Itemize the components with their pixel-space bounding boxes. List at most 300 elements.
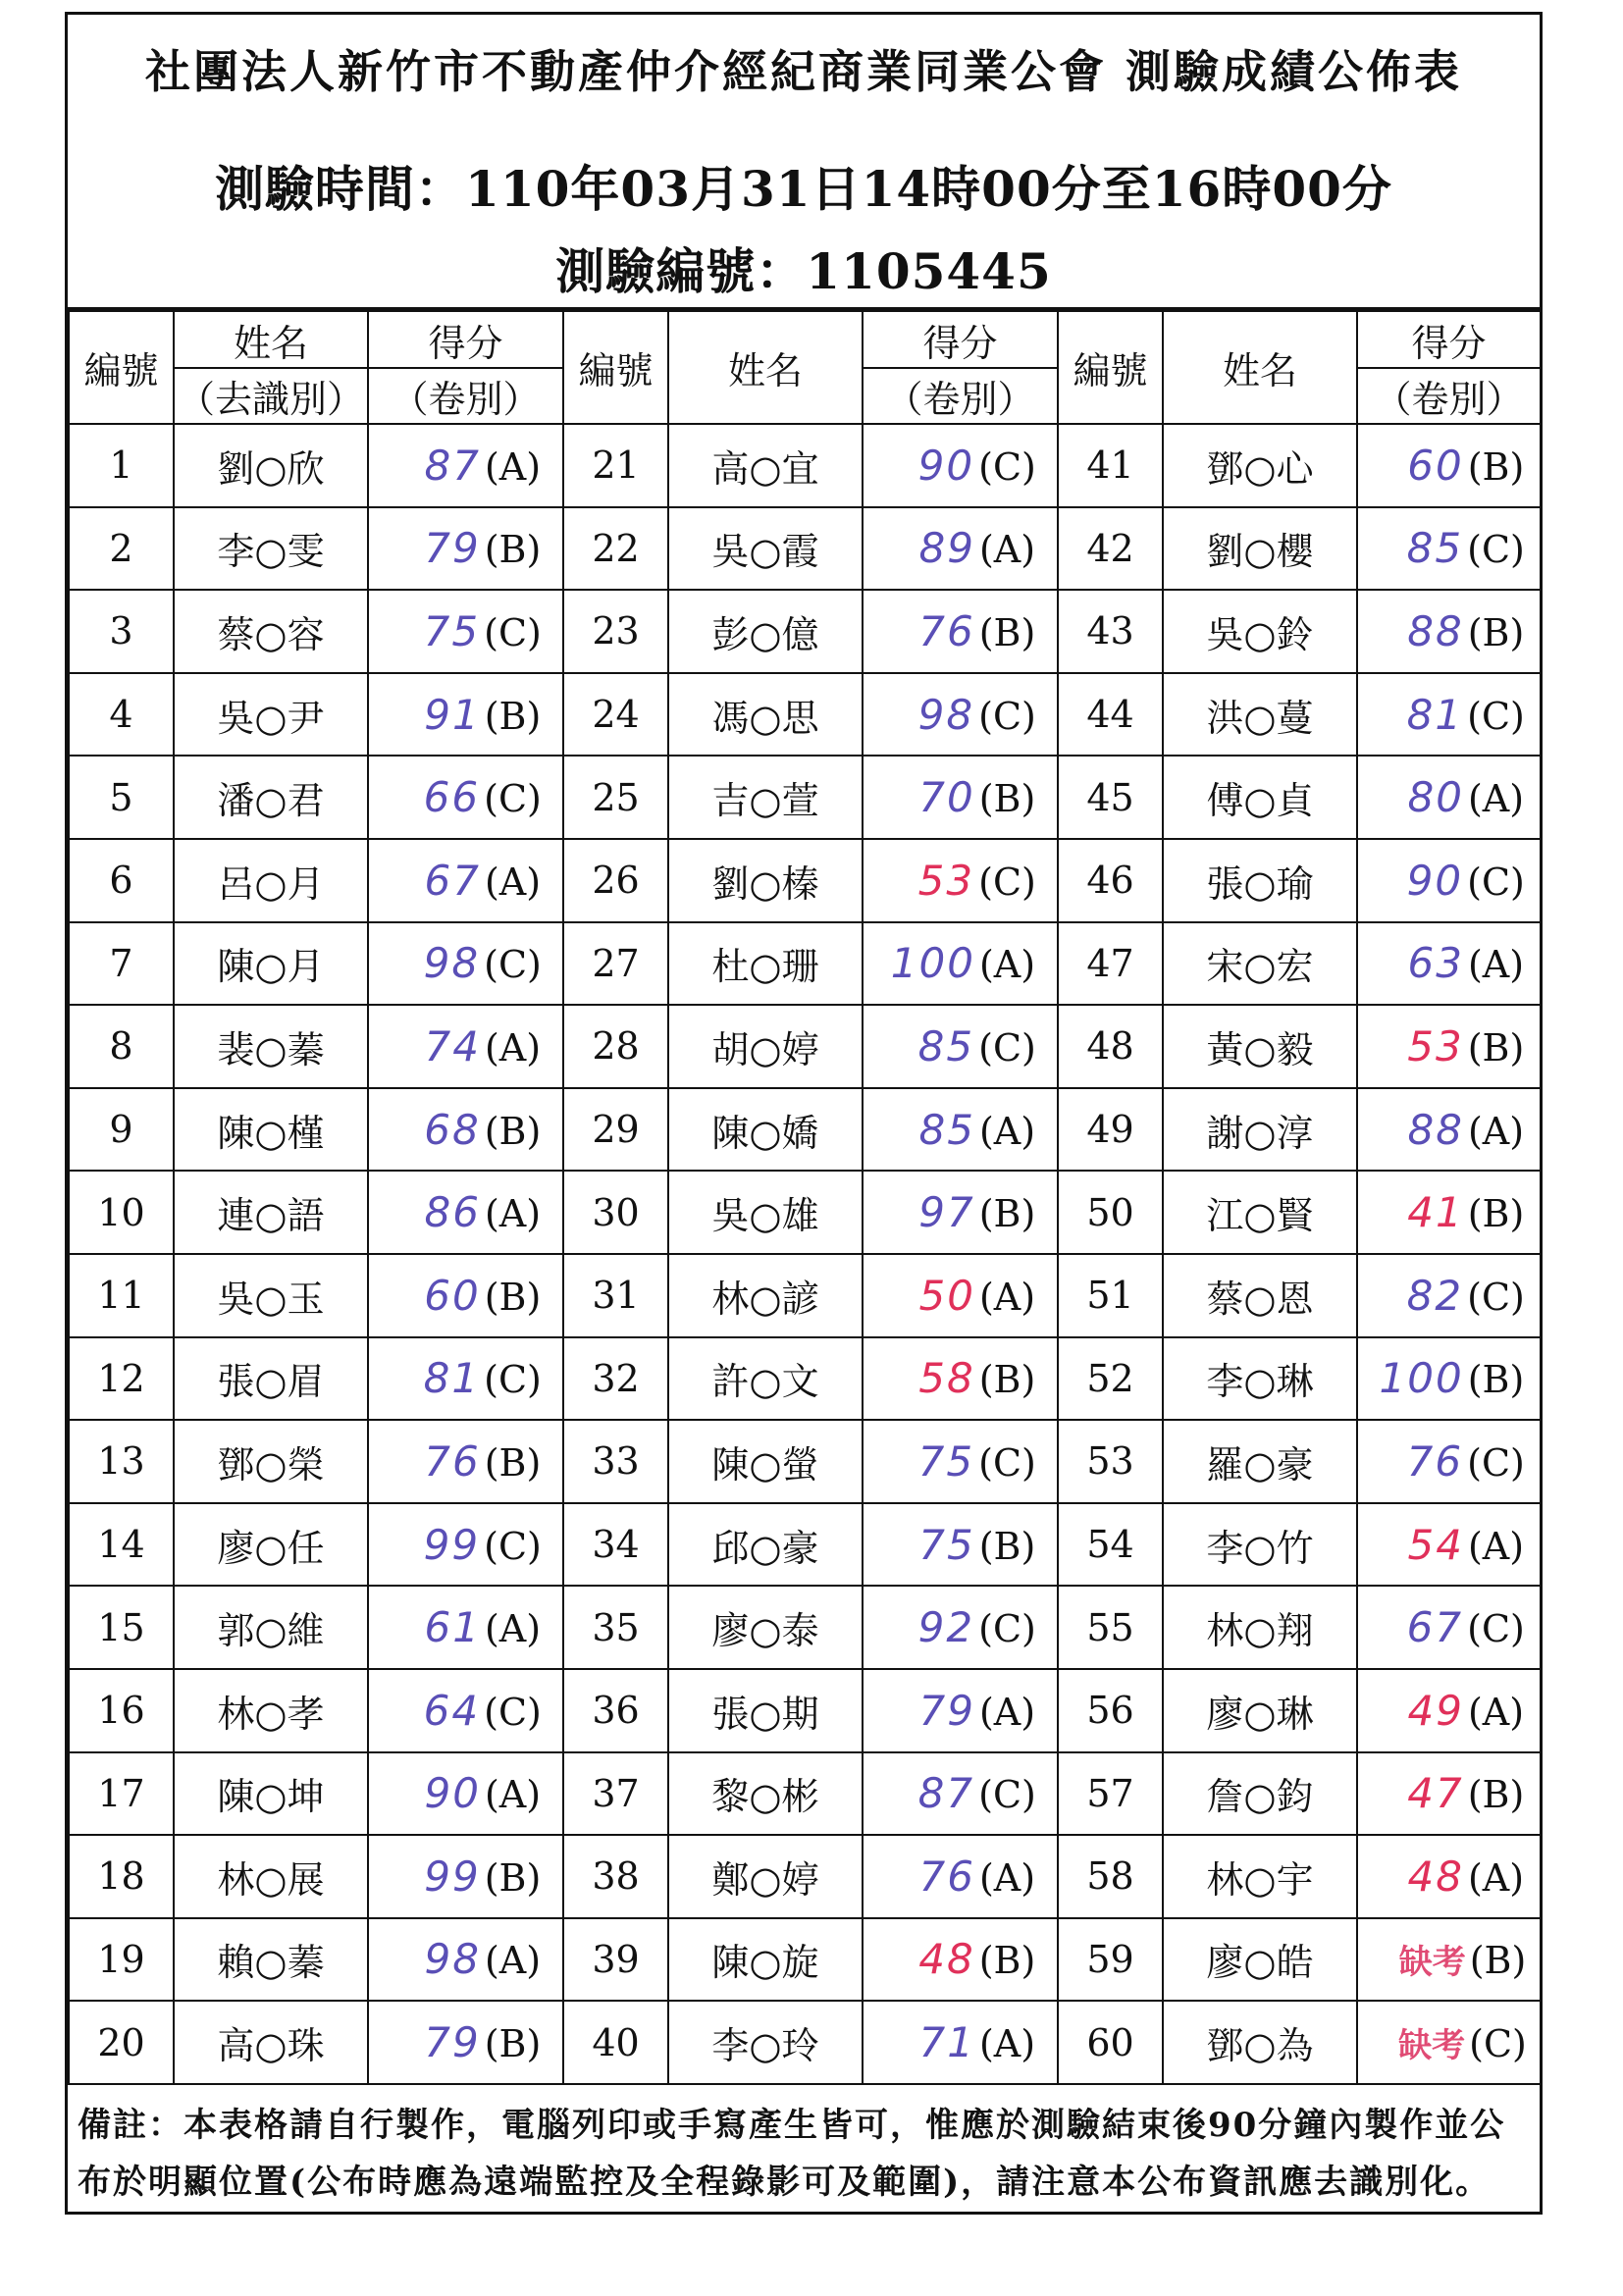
entry-score-cell xyxy=(863,1918,1058,2002)
entry-score: 76 xyxy=(918,1852,975,1901)
entry-version: (A) xyxy=(484,860,542,904)
entry-score: 76 xyxy=(1406,1436,1464,1486)
col-name: 姓名 xyxy=(174,311,368,368)
table-row xyxy=(69,839,1541,922)
entry-score: 90 xyxy=(1406,856,1464,905)
entry-number: 59 xyxy=(1058,1918,1163,2002)
col-score-sub: （卷別） xyxy=(368,368,563,424)
entry-score: 60 xyxy=(424,1271,481,1320)
entry-score-cell xyxy=(1357,1088,1541,1172)
entry-score: 79 xyxy=(918,1686,975,1735)
entry-score-cell xyxy=(368,756,563,839)
entry-version: (C) xyxy=(1467,694,1525,738)
table-row xyxy=(69,1171,1541,1254)
entry-name: 彭○億 xyxy=(668,590,863,673)
entry-score: 48 xyxy=(918,1935,975,1984)
entry-version: (B) xyxy=(484,1275,542,1319)
entry-name: 張○眉 xyxy=(174,1337,368,1421)
entry-number: 54 xyxy=(1058,1503,1163,1587)
entry-score-cell xyxy=(863,424,1058,507)
entry-number: 36 xyxy=(563,1669,668,1752)
entry-number: 4 xyxy=(69,673,174,757)
entry-score: 79 xyxy=(424,524,481,573)
entry-score: 76 xyxy=(424,1436,481,1486)
entry-score-cell xyxy=(368,1835,563,1918)
entry-score-cell xyxy=(863,590,1058,673)
entry-version: (A) xyxy=(1467,1855,1525,1900)
entry-number: 15 xyxy=(69,1586,174,1669)
entry-number: 38 xyxy=(563,1835,668,1918)
entry-number: 45 xyxy=(1058,756,1163,839)
entry-name: 李○琳 xyxy=(1163,1337,1357,1421)
entry-number: 51 xyxy=(1058,1254,1163,1337)
entry-number: 46 xyxy=(1058,839,1163,922)
entry-name: 吳○霞 xyxy=(668,507,863,591)
entry-score-cell xyxy=(863,2001,1058,2084)
entry-score: 87 xyxy=(917,1769,975,1818)
entry-name: 宋○宏 xyxy=(1163,922,1357,1006)
entry-version: (B) xyxy=(1467,444,1525,489)
entry-score-cell xyxy=(1357,1669,1541,1752)
entry-version: (B) xyxy=(484,2022,542,2066)
entry-number: 49 xyxy=(1058,1088,1163,1172)
entry-version: (A) xyxy=(484,1192,542,1236)
entry-number: 27 xyxy=(563,922,668,1006)
entry-number: 55 xyxy=(1058,1586,1163,1669)
entry-number: 34 xyxy=(563,1503,668,1587)
entry-version: (C) xyxy=(978,694,1036,738)
entry-score-cell xyxy=(1357,1254,1541,1337)
entry-score: 90 xyxy=(424,1769,481,1818)
col-score: 得分 xyxy=(863,311,1058,368)
entry-score: 缺考 xyxy=(1398,1943,1466,1983)
entry-version: (A) xyxy=(1467,943,1525,987)
entry-number: 12 xyxy=(69,1337,174,1421)
entry-score-cell xyxy=(1357,1337,1541,1421)
entry-number: 20 xyxy=(69,2001,174,2084)
entry-number: 2 xyxy=(69,507,174,591)
entry-name: 張○期 xyxy=(668,1669,863,1752)
entry-version: (B) xyxy=(484,528,542,572)
entry-score: 88 xyxy=(1407,1105,1464,1154)
entry-name: 吳○雄 xyxy=(668,1171,863,1254)
entry-name: 呂○月 xyxy=(174,839,368,922)
table-row xyxy=(69,756,1541,839)
exam-time: 測驗時間：110年03月31日14時00分至16時00分 xyxy=(215,160,1392,218)
entry-version: (B) xyxy=(1467,610,1525,654)
entry-score: 60 xyxy=(1407,441,1464,490)
entry-score: 63 xyxy=(1407,939,1464,988)
entry-score-cell xyxy=(863,1669,1058,1752)
entry-name: 李○雯 xyxy=(174,507,368,591)
entry-number: 37 xyxy=(563,1752,668,1836)
entry-score: 100 xyxy=(890,939,975,988)
entry-number: 6 xyxy=(69,839,174,922)
entry-number: 43 xyxy=(1058,590,1163,673)
entry-score-cell xyxy=(1357,1005,1541,1088)
entry-name: 林○諺 xyxy=(668,1254,863,1337)
entry-name: 陳○月 xyxy=(174,922,368,1006)
entry-score-cell xyxy=(863,839,1058,922)
entry-number: 26 xyxy=(563,839,668,922)
exam-code: 測驗編號：1105445 xyxy=(555,242,1052,300)
entry-number: 39 xyxy=(563,1918,668,2002)
score-sheet xyxy=(65,12,1543,2215)
entry-name: 李○玲 xyxy=(668,2001,863,2084)
entry-score-cell xyxy=(368,424,563,507)
entry-score-cell xyxy=(863,1171,1058,1254)
entry-name: 鄭○婷 xyxy=(668,1835,863,1918)
entry-version: (C) xyxy=(978,1773,1036,1817)
entry-score: 41 xyxy=(1407,1188,1464,1237)
entry-name: 廖○泰 xyxy=(668,1586,863,1669)
table-row xyxy=(69,1254,1541,1337)
entry-score: 75 xyxy=(918,1520,975,1569)
entry-score: 61 xyxy=(424,1603,481,1652)
entry-score-cell xyxy=(1357,2001,1541,2084)
entry-score: 68 xyxy=(424,1105,481,1154)
entry-score: 98 xyxy=(424,1935,481,1984)
entry-version: (B) xyxy=(484,694,542,738)
entry-version: (A) xyxy=(484,444,542,489)
entry-version: (A) xyxy=(1467,777,1525,821)
entry-name: 謝○淳 xyxy=(1163,1088,1357,1172)
entry-version: (B) xyxy=(1467,1192,1525,1236)
table-row xyxy=(69,1835,1541,1918)
table-row xyxy=(69,590,1541,673)
entry-score-cell xyxy=(368,1752,563,1836)
entry-version: (C) xyxy=(978,1607,1036,1651)
entry-number: 30 xyxy=(563,1171,668,1254)
entry-version: (A) xyxy=(1467,1524,1525,1568)
entry-version: (C) xyxy=(484,1524,542,1568)
entry-version: (B) xyxy=(1467,1773,1525,1817)
entry-number: 1 xyxy=(69,424,174,507)
entry-score-cell xyxy=(1357,1835,1541,1918)
col-name: 姓名 xyxy=(1163,311,1357,424)
entry-number: 47 xyxy=(1058,922,1163,1006)
entry-score-cell xyxy=(863,1420,1058,1503)
entry-version: (B) xyxy=(978,1358,1036,1402)
table-row xyxy=(69,1420,1541,1503)
entry-number: 53 xyxy=(1058,1420,1163,1503)
entry-score-cell xyxy=(863,673,1058,757)
entry-name: 鄧○為 xyxy=(1163,2001,1357,2084)
entry-name: 吳○尹 xyxy=(174,673,368,757)
entry-version: (C) xyxy=(1469,2022,1527,2066)
entry-score: 64 xyxy=(423,1686,481,1735)
entry-name: 黎○彬 xyxy=(668,1752,863,1836)
entry-score-cell xyxy=(863,507,1058,591)
entry-version: (A) xyxy=(978,1109,1036,1153)
entry-score-cell xyxy=(863,1503,1058,1587)
entry-name: 吳○鈴 xyxy=(1163,590,1357,673)
entry-name: 羅○豪 xyxy=(1163,1420,1357,1503)
entry-number: 3 xyxy=(69,590,174,673)
entry-number: 29 xyxy=(563,1088,668,1172)
entry-score: 90 xyxy=(917,441,975,490)
entry-score-cell xyxy=(1357,1420,1541,1503)
entry-name: 陳○坤 xyxy=(174,1752,368,1836)
entry-number: 21 xyxy=(563,424,668,507)
entry-score: 67 xyxy=(1406,1603,1464,1652)
entry-score: 49 xyxy=(1407,1686,1464,1735)
entry-number: 7 xyxy=(69,922,174,1006)
col-score: 得分 xyxy=(1357,311,1541,368)
entry-name: 陳○螢 xyxy=(668,1420,863,1503)
entry-score-cell xyxy=(368,1005,563,1088)
entry-number: 33 xyxy=(563,1420,668,1503)
entry-score: 89 xyxy=(918,524,975,573)
table-row xyxy=(69,1918,1541,2002)
entry-score: 81 xyxy=(423,1354,481,1403)
entry-name: 賴○蓁 xyxy=(174,1918,368,2002)
entry-version: (B) xyxy=(978,777,1036,821)
entry-version: (A) xyxy=(978,1690,1036,1734)
entry-version: (A) xyxy=(484,1607,542,1651)
col-no: 編號 xyxy=(1058,311,1163,424)
col-score-sub: （卷別） xyxy=(1357,368,1541,424)
entry-name: 江○賢 xyxy=(1163,1171,1357,1254)
entry-number: 5 xyxy=(69,756,174,839)
entry-score: 87 xyxy=(424,441,481,490)
entry-score-cell xyxy=(368,1503,563,1587)
table-row xyxy=(69,1337,1541,1421)
table-row xyxy=(69,1669,1541,1752)
entry-score-cell xyxy=(1357,673,1541,757)
entry-name: 洪○蔓 xyxy=(1163,673,1357,757)
entry-score-cell xyxy=(368,673,563,757)
entry-score-cell xyxy=(863,922,1058,1006)
entry-name: 連○語 xyxy=(174,1171,368,1254)
entry-score-cell xyxy=(1357,424,1541,507)
entry-name: 鄧○榮 xyxy=(174,1420,368,1503)
entry-number: 40 xyxy=(563,2001,668,2084)
entry-version: (B) xyxy=(484,1440,542,1485)
entry-score: 98 xyxy=(423,939,481,988)
entry-name: 吉○萱 xyxy=(668,756,863,839)
entry-score-cell xyxy=(1357,590,1541,673)
entry-score-cell xyxy=(368,1337,563,1421)
entry-number: 58 xyxy=(1058,1835,1163,1918)
entry-score-cell xyxy=(368,922,563,1006)
entry-score: 47 xyxy=(1407,1769,1464,1818)
entry-number: 13 xyxy=(69,1420,174,1503)
entry-name: 詹○鈞 xyxy=(1163,1752,1357,1836)
entry-score-cell xyxy=(863,1005,1058,1088)
entry-version: (C) xyxy=(978,860,1036,904)
entry-version: (C) xyxy=(978,1025,1036,1070)
entry-name: 高○珠 xyxy=(174,2001,368,2084)
entry-version: (B) xyxy=(978,1192,1036,1236)
table-row xyxy=(69,1088,1541,1172)
entry-name: 廖○任 xyxy=(174,1503,368,1587)
entry-score: 99 xyxy=(424,1852,481,1901)
entry-number: 19 xyxy=(69,1918,174,2002)
entry-score: 85 xyxy=(1406,524,1464,573)
entry-score: 74 xyxy=(424,1021,481,1070)
entry-number: 17 xyxy=(69,1752,174,1836)
entry-score: 70 xyxy=(918,773,975,822)
entry-name: 潘○君 xyxy=(174,756,368,839)
entry-number: 35 xyxy=(563,1586,668,1669)
entry-score: 75 xyxy=(423,606,481,655)
entry-number: 60 xyxy=(1058,2001,1163,2084)
entry-score: 81 xyxy=(1406,690,1464,739)
entry-score-cell xyxy=(368,1254,563,1337)
entry-version: (A) xyxy=(1467,1690,1525,1734)
entry-score-cell xyxy=(863,1254,1058,1337)
entry-score: 缺考 xyxy=(1398,2026,1466,2066)
entry-score-cell xyxy=(368,2001,563,2084)
sheet-header xyxy=(68,15,1540,310)
entry-name: 劉○櫻 xyxy=(1163,507,1357,591)
entry-name: 邱○豪 xyxy=(668,1503,863,1587)
entry-version: (B) xyxy=(978,1524,1036,1568)
entry-name: 陳○旋 xyxy=(668,1918,863,2002)
entry-version: (A) xyxy=(484,1025,542,1070)
entry-number: 28 xyxy=(563,1005,668,1088)
col-score: 得分 xyxy=(368,311,563,368)
entry-number: 31 xyxy=(563,1254,668,1337)
entry-version: (C) xyxy=(1467,528,1525,572)
entry-score-cell xyxy=(1357,922,1541,1006)
entry-version: (C) xyxy=(1467,860,1525,904)
entry-version: (B) xyxy=(1467,1358,1525,1402)
entry-number: 56 xyxy=(1058,1669,1163,1752)
entry-score: 67 xyxy=(424,856,481,905)
entry-version: (C) xyxy=(1467,1275,1525,1319)
entry-score: 58 xyxy=(918,1354,975,1403)
table-row xyxy=(69,1586,1541,1669)
entry-number: 32 xyxy=(563,1337,668,1421)
table-row xyxy=(69,673,1541,757)
entry-version: (A) xyxy=(484,1773,542,1817)
entry-name: 馮○思 xyxy=(668,673,863,757)
entry-score: 98 xyxy=(917,690,975,739)
entry-version: (C) xyxy=(484,943,542,987)
entry-score-cell xyxy=(368,507,563,591)
entry-number: 50 xyxy=(1058,1171,1163,1254)
entry-score: 75 xyxy=(917,1436,975,1486)
entry-number: 14 xyxy=(69,1503,174,1587)
entry-score: 99 xyxy=(423,1520,481,1569)
entry-name: 林○宇 xyxy=(1163,1835,1357,1918)
entry-score: 92 xyxy=(917,1603,975,1652)
entry-score: 80 xyxy=(1407,773,1464,822)
table-row xyxy=(69,424,1541,507)
entry-version: (C) xyxy=(978,1440,1036,1485)
entry-score-cell xyxy=(1357,507,1541,591)
table-row xyxy=(69,507,1541,591)
entry-name: 蔡○恩 xyxy=(1163,1254,1357,1337)
entry-version: (B) xyxy=(1469,1939,1527,1983)
entry-version: (B) xyxy=(1467,1025,1525,1070)
entry-score-cell xyxy=(368,1586,563,1669)
entry-name: 張○瑜 xyxy=(1163,839,1357,922)
entry-score: 88 xyxy=(1407,606,1464,655)
entry-number: 10 xyxy=(69,1171,174,1254)
entry-score-cell xyxy=(863,756,1058,839)
table-row xyxy=(69,1752,1541,1836)
entry-name: 胡○婷 xyxy=(668,1005,863,1088)
entry-score-cell xyxy=(1357,1503,1541,1587)
entry-score-cell xyxy=(368,1669,563,1752)
col-name-sub: （去識別） xyxy=(174,368,368,424)
entry-name: 林○展 xyxy=(174,1835,368,1918)
entry-score-cell xyxy=(1357,756,1541,839)
entry-score: 76 xyxy=(918,606,975,655)
entry-score-cell xyxy=(1357,1586,1541,1669)
entry-version: (A) xyxy=(978,2022,1036,2066)
entry-score-cell xyxy=(863,1752,1058,1836)
entry-score: 85 xyxy=(918,1105,975,1154)
entry-number: 11 xyxy=(69,1254,174,1337)
entry-score-cell xyxy=(1357,1752,1541,1836)
entry-version: (B) xyxy=(484,1855,542,1900)
entry-score: 53 xyxy=(917,856,975,905)
entry-score: 71 xyxy=(918,2018,975,2067)
entry-score: 100 xyxy=(1379,1354,1464,1403)
entry-version: (B) xyxy=(978,610,1036,654)
entry-score: 91 xyxy=(424,690,481,739)
entry-number: 16 xyxy=(69,1669,174,1752)
entry-name: 陳○嬌 xyxy=(668,1088,863,1172)
entry-version: (A) xyxy=(484,1939,542,1983)
entry-score: 97 xyxy=(918,1188,975,1237)
table-row xyxy=(69,1503,1541,1587)
entry-version: (B) xyxy=(484,1109,542,1153)
entry-version: (C) xyxy=(484,777,542,821)
entry-score: 66 xyxy=(423,773,481,822)
entry-number: 25 xyxy=(563,756,668,839)
entry-name: 林○翔 xyxy=(1163,1586,1357,1669)
entry-score: 50 xyxy=(918,1271,975,1320)
entry-name: 劉○欣 xyxy=(174,424,368,507)
entry-score: 86 xyxy=(424,1188,481,1237)
entry-name: 杜○珊 xyxy=(668,922,863,1006)
col-name: 姓名 xyxy=(668,311,863,424)
entry-score: 53 xyxy=(1407,1021,1464,1070)
entry-name: 李○竹 xyxy=(1163,1503,1357,1587)
entry-version: (A) xyxy=(978,1855,1036,1900)
entry-version: (A) xyxy=(978,943,1036,987)
entry-score: 54 xyxy=(1407,1520,1464,1569)
entry-version: (C) xyxy=(484,1358,542,1402)
entry-number: 8 xyxy=(69,1005,174,1088)
entry-score: 48 xyxy=(1407,1852,1464,1901)
entry-score-cell xyxy=(368,1918,563,2002)
entry-name: 劉○榛 xyxy=(668,839,863,922)
entry-number: 9 xyxy=(69,1088,174,1172)
entry-score: 79 xyxy=(424,2018,481,2067)
entry-version: (A) xyxy=(1467,1109,1525,1153)
entry-number: 42 xyxy=(1058,507,1163,591)
entry-score: 85 xyxy=(917,1021,975,1070)
table-row xyxy=(69,922,1541,1006)
entry-number: 57 xyxy=(1058,1752,1163,1836)
entry-version: (A) xyxy=(978,528,1036,572)
entry-name: 吳○玉 xyxy=(174,1254,368,1337)
entry-score-cell xyxy=(368,590,563,673)
entry-version: (C) xyxy=(1467,1440,1525,1485)
score-table xyxy=(68,310,1542,2085)
entry-version: (A) xyxy=(978,1275,1036,1319)
entry-name: 廖○琳 xyxy=(1163,1669,1357,1752)
entry-score-cell xyxy=(1357,1171,1541,1254)
entry-number: 22 xyxy=(563,507,668,591)
entry-number: 24 xyxy=(563,673,668,757)
